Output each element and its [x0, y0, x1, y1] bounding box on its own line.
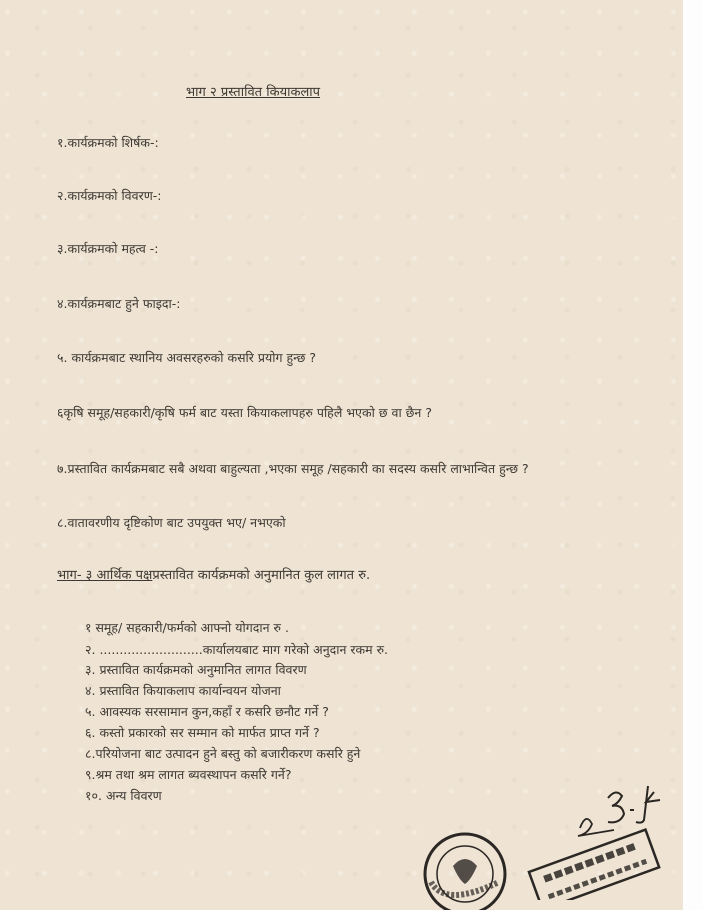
part3-item-7: ८.परियोजना बाट उत्पादन हुने बस्तु को बजारीकरण कसरि हुने [85, 746, 361, 761]
part3-item-5: ५. आवस्यक सरसामान कुन,कहाँ र कसरि छनौट गर्ने ? [85, 704, 329, 719]
scan-edge [683, 0, 703, 910]
part3-title [57, 568, 370, 584]
part2-item-3: ३.कार्यक्रमको महत्व -: [57, 241, 159, 256]
part3-item-6: ६. कस्तो प्रकारको सर सम्मान को मार्फत प्राप्त गर्ने ? [85, 725, 320, 740]
part3-item-2: २. ..........................कार्यालयबाट माग गरेको अनुदान रकम रु. [85, 642, 389, 657]
part2-title: भाग २ प्रस्तावित कियाकलाप [186, 85, 321, 100]
part2-item-4: ४.कार्यक्रमबाट हुने फाइदा-: [57, 296, 181, 311]
part2-item-8: ८.वातावरणीय दृष्टिकोण बाट उपयुक्त भए/ नभएको [57, 515, 286, 530]
part2-item-5: ५. कार्यक्रमबाट स्थानिय अवसरहरुको कसरि प्रयोग हुन्छ ? [57, 350, 317, 365]
part3-item-3: ३. प्रस्तावित कार्यक्रमको अनुमानित लागत विवरण [85, 662, 307, 677]
part2-item-1: १.कार्यक्रमको शिर्षक-: [57, 135, 159, 150]
part2-item-6: ६कृषि समूह/सहकारी/कृषि फर्म बाट यस्ता कियाकलापहरु पहिलै भएको छ वा छैन ? [57, 405, 432, 420]
round-seal [415, 826, 515, 910]
part3-title-underlined: भाग- ३ आर्थिक पक्ष [57, 568, 153, 583]
part3-item-8: ९.श्रम तथा श्रम लागत ब्यवस्थापन कसरि गर्ने? [85, 767, 292, 782]
part3-title-rest: प्रस्तावित कार्यक्रमको अनुमानित कुल लागत रु. [152, 568, 371, 583]
part2-item-7: ७.प्रस्तावित कार्यक्रमबाट सबै अथवा बाहुल्यता ,भएका समूह /सहकारी का सदस्य कसरि लाभान्वित हुन्छ ? [57, 461, 529, 476]
part3-item-4: ४. प्रस्तावित कियाकलाप कार्यान्वयन योजना [85, 683, 281, 698]
part3-item-1: १ समूह/ सहकारी/फर्मको आफ्नो योगदान रु . [85, 620, 289, 635]
part2-item-2: २.कार्यक्रमको विवरण-: [57, 188, 162, 203]
part3-item-9: १०. अन्य विवरण [85, 788, 162, 803]
name-stamp [522, 828, 662, 900]
